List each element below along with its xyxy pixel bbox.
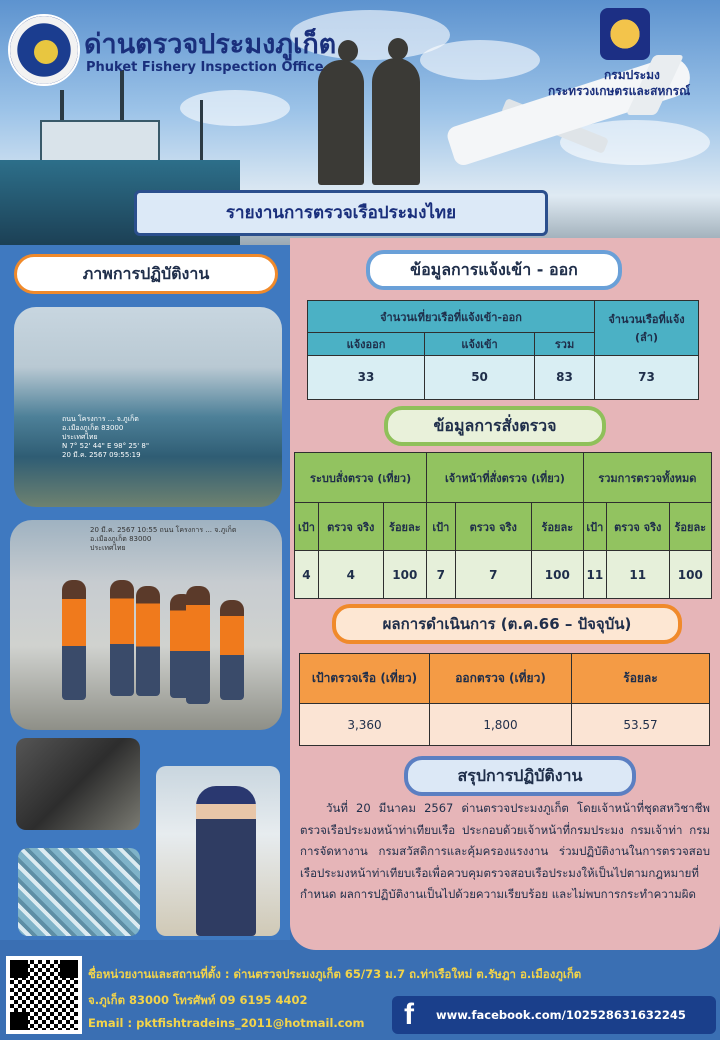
- col-percent: ร้อยละ: [669, 503, 711, 551]
- office-name-thai: ด่านตรวจประมงภูเก็ต: [84, 29, 337, 60]
- facebook-icon[interactable]: f: [404, 998, 414, 1031]
- col-report-in: แจ้งเข้า: [425, 333, 535, 355]
- summary-body: วันที่ 20 มีนาคม 2567 ด่านตรวจประมงภูเก็ต โดยเจ้าหน้าที่ชุดสหวิชาชีพตรวจเรือประมงหน้าท่าเทียบเรือ ประกอบด้วยเจ้าหน้าที่กรมประมง กรมเจ้าท่า กรมการจัดหางาน กรมสวัสดิการและคุ้มครองแรงงาน ร่วมปฏิบัติงานในการตรวจสอบเรือประมงหน้าท่าเทียบเรือเพื่อควบคุมตรวจสอบเรือประมงให้เป็นไปตามกฎหมายที่กำหนด ผลการปฏิบัติงานเป็นไปด้วยความเรียบร้อย และไม่พบการกระทำความผิด: [300, 801, 710, 901]
- qr-code-icon[interactable]: [6, 956, 82, 1034]
- value-results-percent: 53.57: [572, 704, 710, 746]
- report-title: รายงานการตรวจเรือประมงไทย: [134, 190, 548, 236]
- col-percent: ร้อยละ: [383, 503, 427, 551]
- inspection-table: [294, 452, 712, 599]
- col-report-out: แจ้งออก: [308, 333, 425, 355]
- photo-officer-documents: [156, 766, 280, 936]
- col-target: เป้า: [427, 503, 455, 551]
- total-inspection-header: รวมการตรวจทั้งหมด: [583, 453, 711, 503]
- photo-inspection-team: [10, 520, 282, 730]
- summary-heading: สรุปการปฏิบัติงาน: [404, 756, 636, 796]
- photo-fishing-net: [16, 738, 140, 830]
- value-boats: 73: [595, 355, 699, 399]
- summary-text: [300, 798, 710, 906]
- office-name-english: Phuket Fishery Inspection Office: [86, 60, 324, 75]
- value-inspected-trips: 1,800: [430, 704, 572, 746]
- results-heading: ผลการดำเนินการ (ต.ค.66 – ปัจจุบัน): [332, 604, 682, 644]
- value-target-trips: 3,360: [300, 704, 430, 746]
- inspection-heading: ข้อมูลการสั่งตรวจ: [384, 406, 606, 446]
- photo-fishing-boat: [14, 307, 282, 507]
- col-inspected-trips: ออกตรวจ (เที่ยว): [430, 654, 572, 704]
- heroines-monument-image: [318, 60, 364, 185]
- col-target: เป้า: [295, 503, 319, 551]
- ministry-name: กระทรวงเกษตรและสหกรณ์: [548, 84, 691, 98]
- total-actual: 11: [606, 551, 669, 599]
- col-target: เป้า: [583, 503, 606, 551]
- col-actual: ตรวจ จริง: [455, 503, 531, 551]
- officer-actual: 7: [455, 551, 531, 599]
- col-target-trips: เป้าตรวจเรือ (เที่ยว): [300, 654, 430, 704]
- facebook-link[interactable]: www.facebook.com/102528631632245: [436, 1008, 686, 1022]
- officer-order-header: เจ้าหน้าที่สั่งตรวจ (เที่ยว): [427, 453, 584, 503]
- trips-group-header: จำนวนเที่ยวเรือที่แจ้งเข้า-ออก: [308, 301, 595, 333]
- photo-fish-catch: [18, 848, 140, 936]
- officer-target: 7: [427, 551, 455, 599]
- officer-percent: 100: [531, 551, 583, 599]
- department-of-fisheries-seal-icon: [600, 8, 650, 60]
- total-target: 11: [583, 551, 606, 599]
- address-line-1: ชื่อหน่วยงานและสถานที่ตั้ง : ด่านตรวจประมงภูเก็ต 65/73 ม.7 ถ.ท่าเรือใหม่ ต.รัษฎา อ.เมืองภูเก็ต: [88, 967, 582, 981]
- entry-exit-heading: ข้อมูลการแจ้งเข้า - ออก: [366, 250, 622, 290]
- photos-heading: ภาพการปฏิบัติงาน: [14, 254, 278, 294]
- col-actual: ตรวจ จริง: [606, 503, 669, 551]
- system-percent: 100: [383, 551, 427, 599]
- system-actual: 4: [318, 551, 383, 599]
- photo-caption-1: ถนน โครงการ ... จ.ภูเก็ต อ.เมืองภูเก็ต 83000 ประเทศไทย N 7° 52' 44" E 98° 25' 8" 20 มี.ค. 2567 09:55:19: [62, 415, 150, 459]
- total-percent: 100: [669, 551, 711, 599]
- results-table: [299, 653, 710, 746]
- email-link[interactable]: Email : pktfishtradeins_2011@hotmail.com: [88, 1016, 365, 1030]
- value-report-out: 33: [308, 355, 425, 399]
- boats-header: จำนวนเรือที่แจ้ง (ลำ): [595, 301, 699, 356]
- system-order-header: ระบบสั่งตรวจ (เที่ยว): [295, 453, 427, 503]
- value-report-in: 50: [425, 355, 535, 399]
- value-total: 83: [535, 355, 595, 399]
- system-target: 4: [295, 551, 319, 599]
- col-percent: ร้อยละ: [531, 503, 583, 551]
- address-line-2: จ.ภูเก็ต 83000 โทรศัพท์ 09 6195 4402: [88, 993, 308, 1007]
- entry-exit-table: [307, 300, 699, 400]
- photo-caption-2: 20 มี.ค. 2567 10:55 ถนน โครงการ ... จ.ภูเก็ต อ.เมืองภูเก็ต 83000 ประเทศไทย: [90, 526, 237, 552]
- fishery-inspection-seal-icon: [8, 14, 80, 86]
- col-results-percent: ร้อยละ: [572, 654, 710, 704]
- department-name: กรมประมง: [604, 68, 660, 82]
- col-total: รวม: [535, 333, 595, 355]
- col-actual: ตรวจ จริง: [318, 503, 383, 551]
